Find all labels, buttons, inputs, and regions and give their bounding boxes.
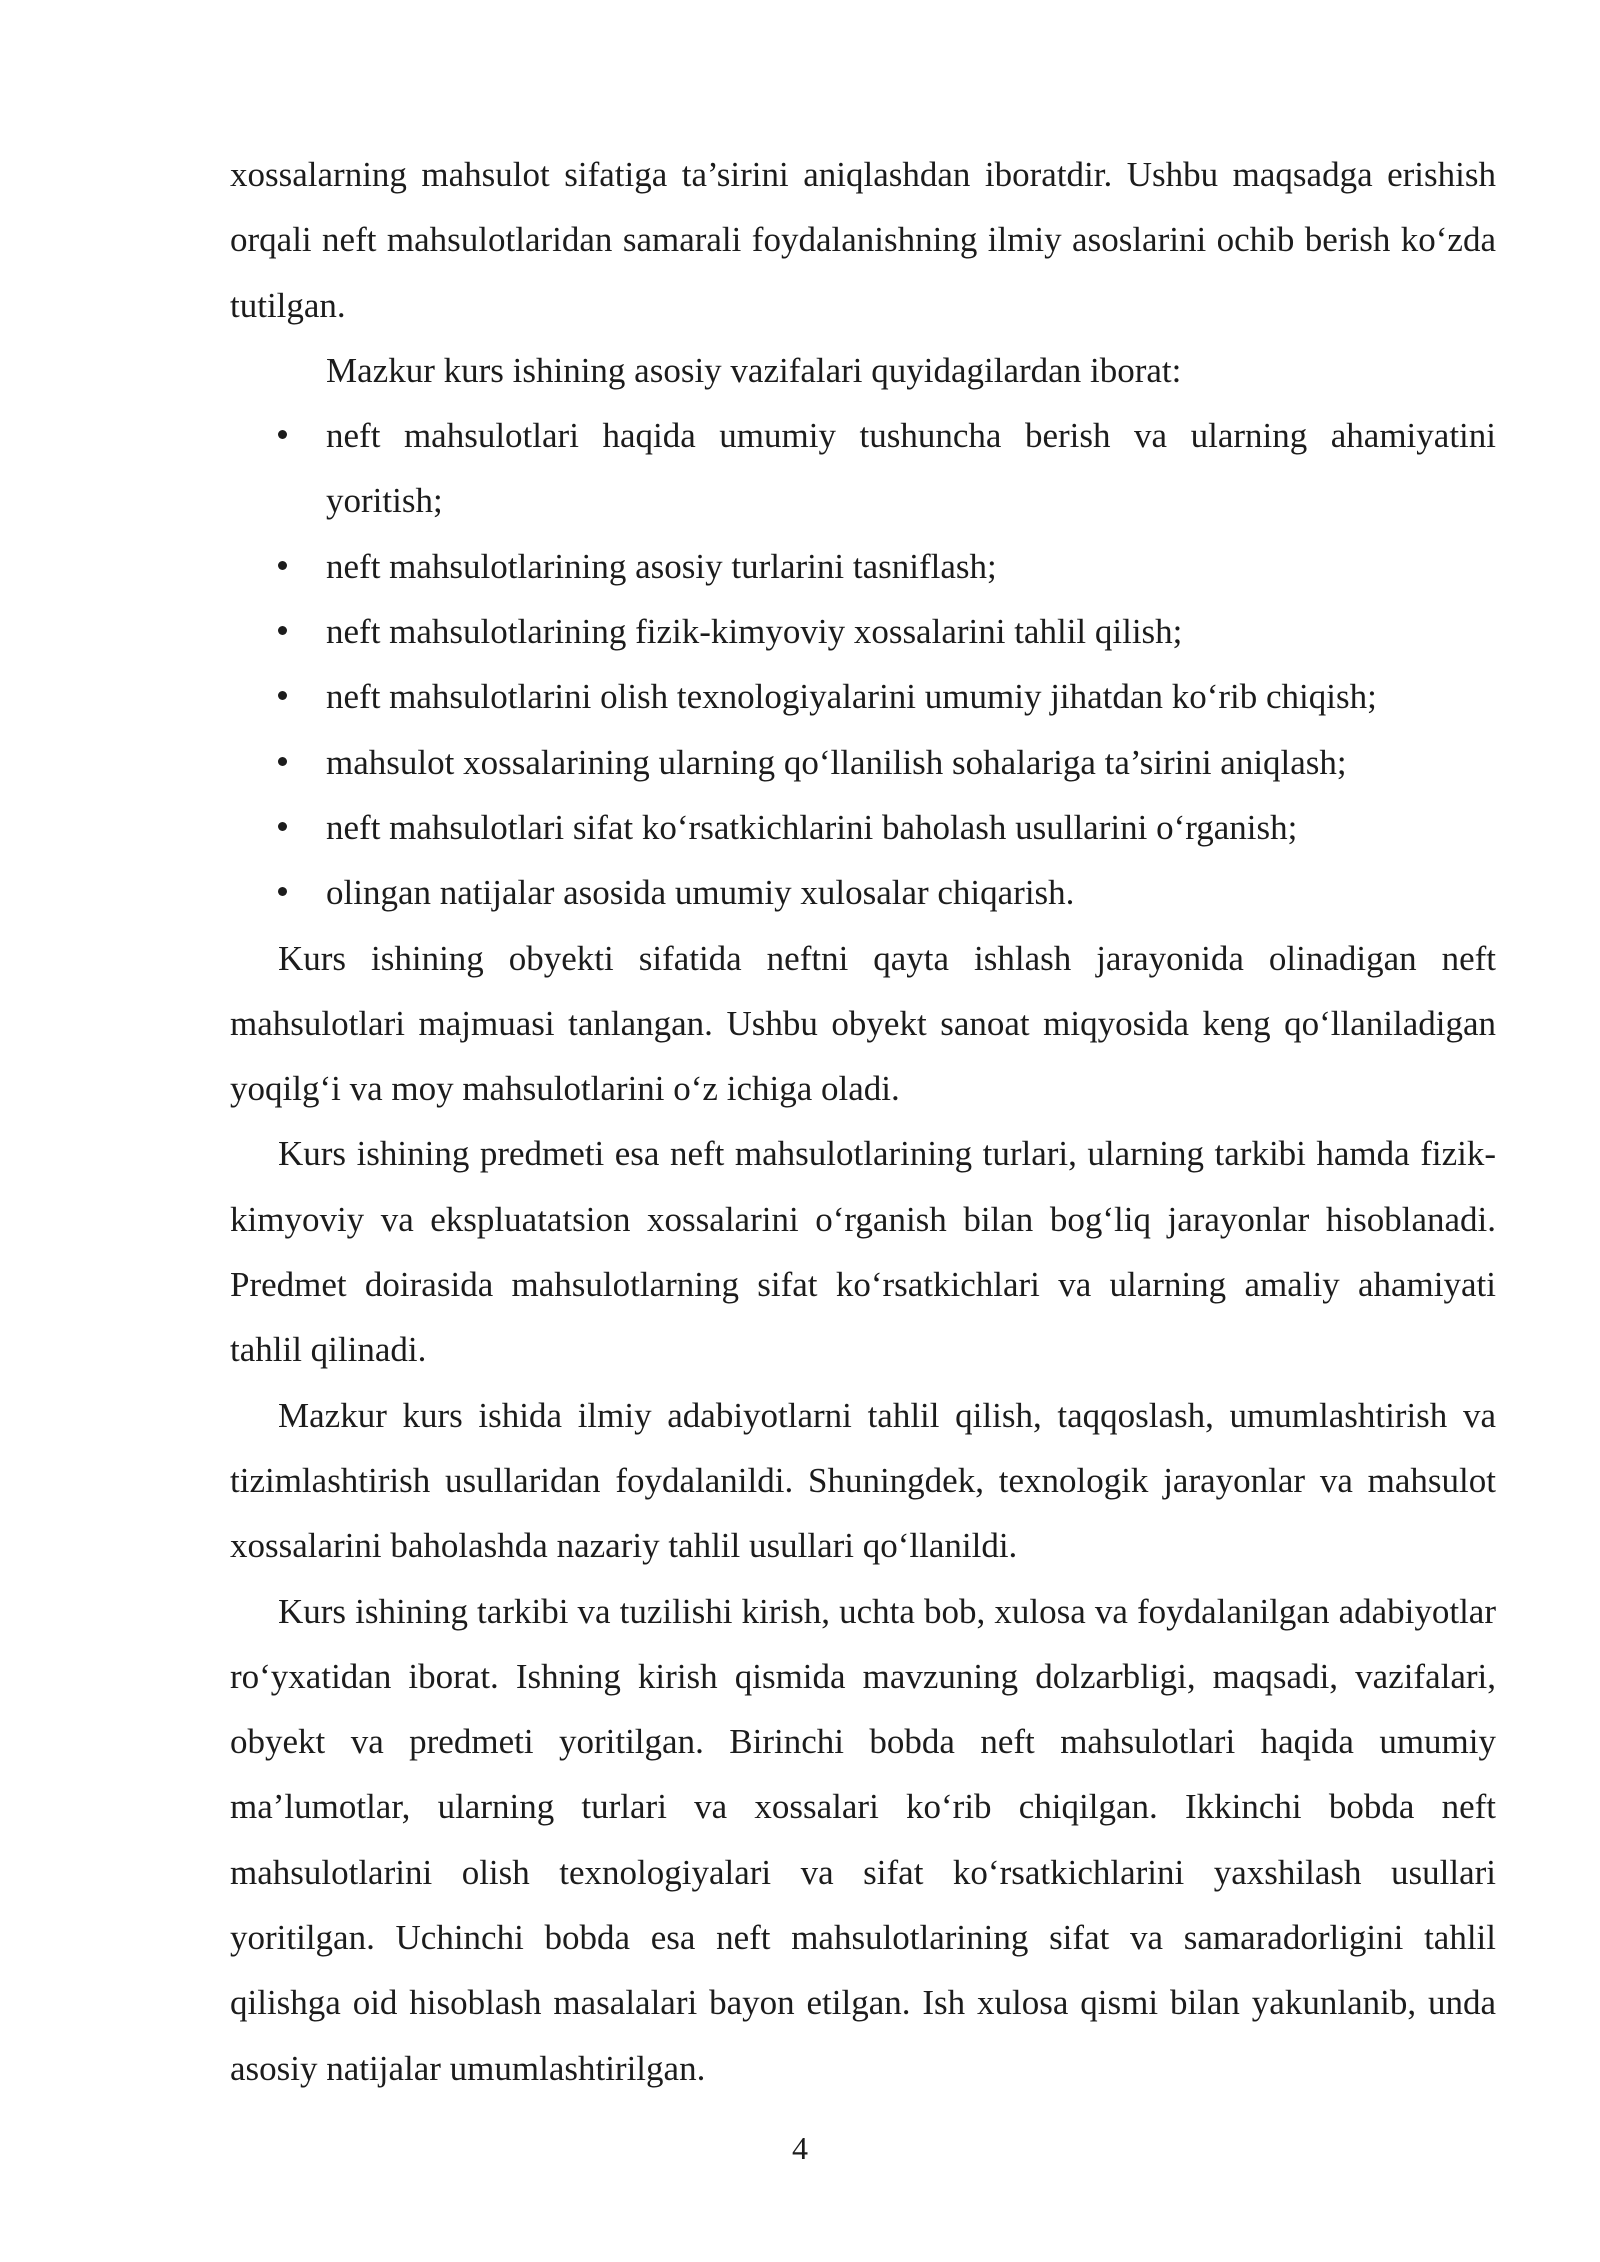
opening-paragraph: xossalarning mahsulot sifatiga ta’sirini aniqlashdan iboratdir. Ushbu maqsadga erishish orqali neft mahsulotlaridan samarali foydalanishning ilmiy asoslarini ochib berish ko‘zda tutilgan. <box>230 155 1496 325</box>
list-item <box>230 534 1496 599</box>
structure-paragraph: Kurs ishining tarkibi va tuzilishi kirish, uchta bob, xulosa va foydalanilgan adabiyotlar ro‘yxatidan iborat. Ishning kirish qismida mavzuning dolzarbligi, maqsadi, vazifalari, obyekt va predmeti yoritilgan. Birinchi bobda neft mahsulotlari haqida umumiy ma’lumotlar, ularning turlari va xossalari ko‘rib chiqilgan. Ikkinchi bobda neft mahsulotlarini olish texnologiyalari va sifat ko‘rsatkichlarini yaxshilash usullari yoritilgan. Uchinchi bobda esa neft mahsulotlarining sifat va samaradorligini tahlil qilishga oid hisoblash masalalari bayon etilgan. Ish xulosa qismi bilan yakunlanib, unda asosiy natijalar umumlashtirilgan. <box>230 1591 1496 2088</box>
list-item-text: neft mahsulotlari haqida umumiy tushuncha berish va ularning ahamiyatini yoritish; <box>326 416 1496 521</box>
methods-paragraph: Mazkur kurs ishida ilmiy adabiyotlarni tahlil qilish, taqqoslash, umumlashtirish va tizimlashtirish usullaridan foydalanildi. Shuningdek, texnologik jarayonlar va mahsulot xossalarini baholashda nazariy tahlil usullari qo‘llanildi. <box>230 1395 1496 1566</box>
list-item-text: neft mahsulotlari sifat ko‘rsatkichlarini baholash usullarini o‘rganish; <box>326 807 1298 847</box>
list-item <box>230 795 1496 860</box>
list-item <box>230 730 1496 795</box>
list-item-text: mahsulot xossalarining ularning qo‘llanilish sohalariga ta’sirini aniqlash; <box>326 742 1347 782</box>
page-number: 4 <box>792 2130 808 2166</box>
list-item-text: neft mahsulotlarini olish texnologiyalarini umumiy jihatdan ko‘rib chiqish; <box>326 677 1377 717</box>
tasks-list <box>230 403 1496 925</box>
list-item <box>230 599 1496 664</box>
bullet-icon <box>278 757 287 766</box>
tasks-intro: Mazkur kurs ishining asosiy vazifalari quyidagilardan iborat: <box>326 350 1182 390</box>
bullet-icon <box>278 430 287 439</box>
bullet-icon <box>278 561 287 570</box>
list-item <box>230 403 1496 534</box>
bullet-icon <box>278 626 287 635</box>
object-paragraph: Kurs ishining obyekti sifatida neftni qayta ishlash jarayonida olinadigan neft mahsulotlari majmuasi tanlangan. Ushbu obyekt sanoat miqyosida keng qo‘llaniladigan yoqilg‘i va moy mahsulotlarini o‘z ichiga oladi. <box>230 938 1496 1109</box>
bullet-icon <box>278 887 287 896</box>
list-item-text: neft mahsulotlarining fizik-kimyoviy xossalarini tahlil qilish; <box>326 612 1183 652</box>
list-item-text: neft mahsulotlarining asosiy turlarini tasniflash; <box>326 546 997 586</box>
list-item-text: olingan natijalar asosida umumiy xulosalar chiqarish. <box>326 873 1075 913</box>
bullet-icon <box>278 822 287 831</box>
bullet-icon <box>278 691 287 700</box>
page-body <box>230 142 1496 2101</box>
list-item <box>230 664 1496 729</box>
list-item <box>230 860 1496 925</box>
subject-paragraph: Kurs ishining predmeti esa neft mahsulotlarining turlari, ularning tarkibi hamda fizik-kimyoviy va ekspluatatsion xossalarini o‘rganish bilan bog‘liq jarayonlar hisoblanadi. Predmet doirasida mahsulotlarning sifat ko‘rsatkichlari va ularning amaliy ahamiyati tahlil qilinadi. <box>230 1134 1496 1370</box>
